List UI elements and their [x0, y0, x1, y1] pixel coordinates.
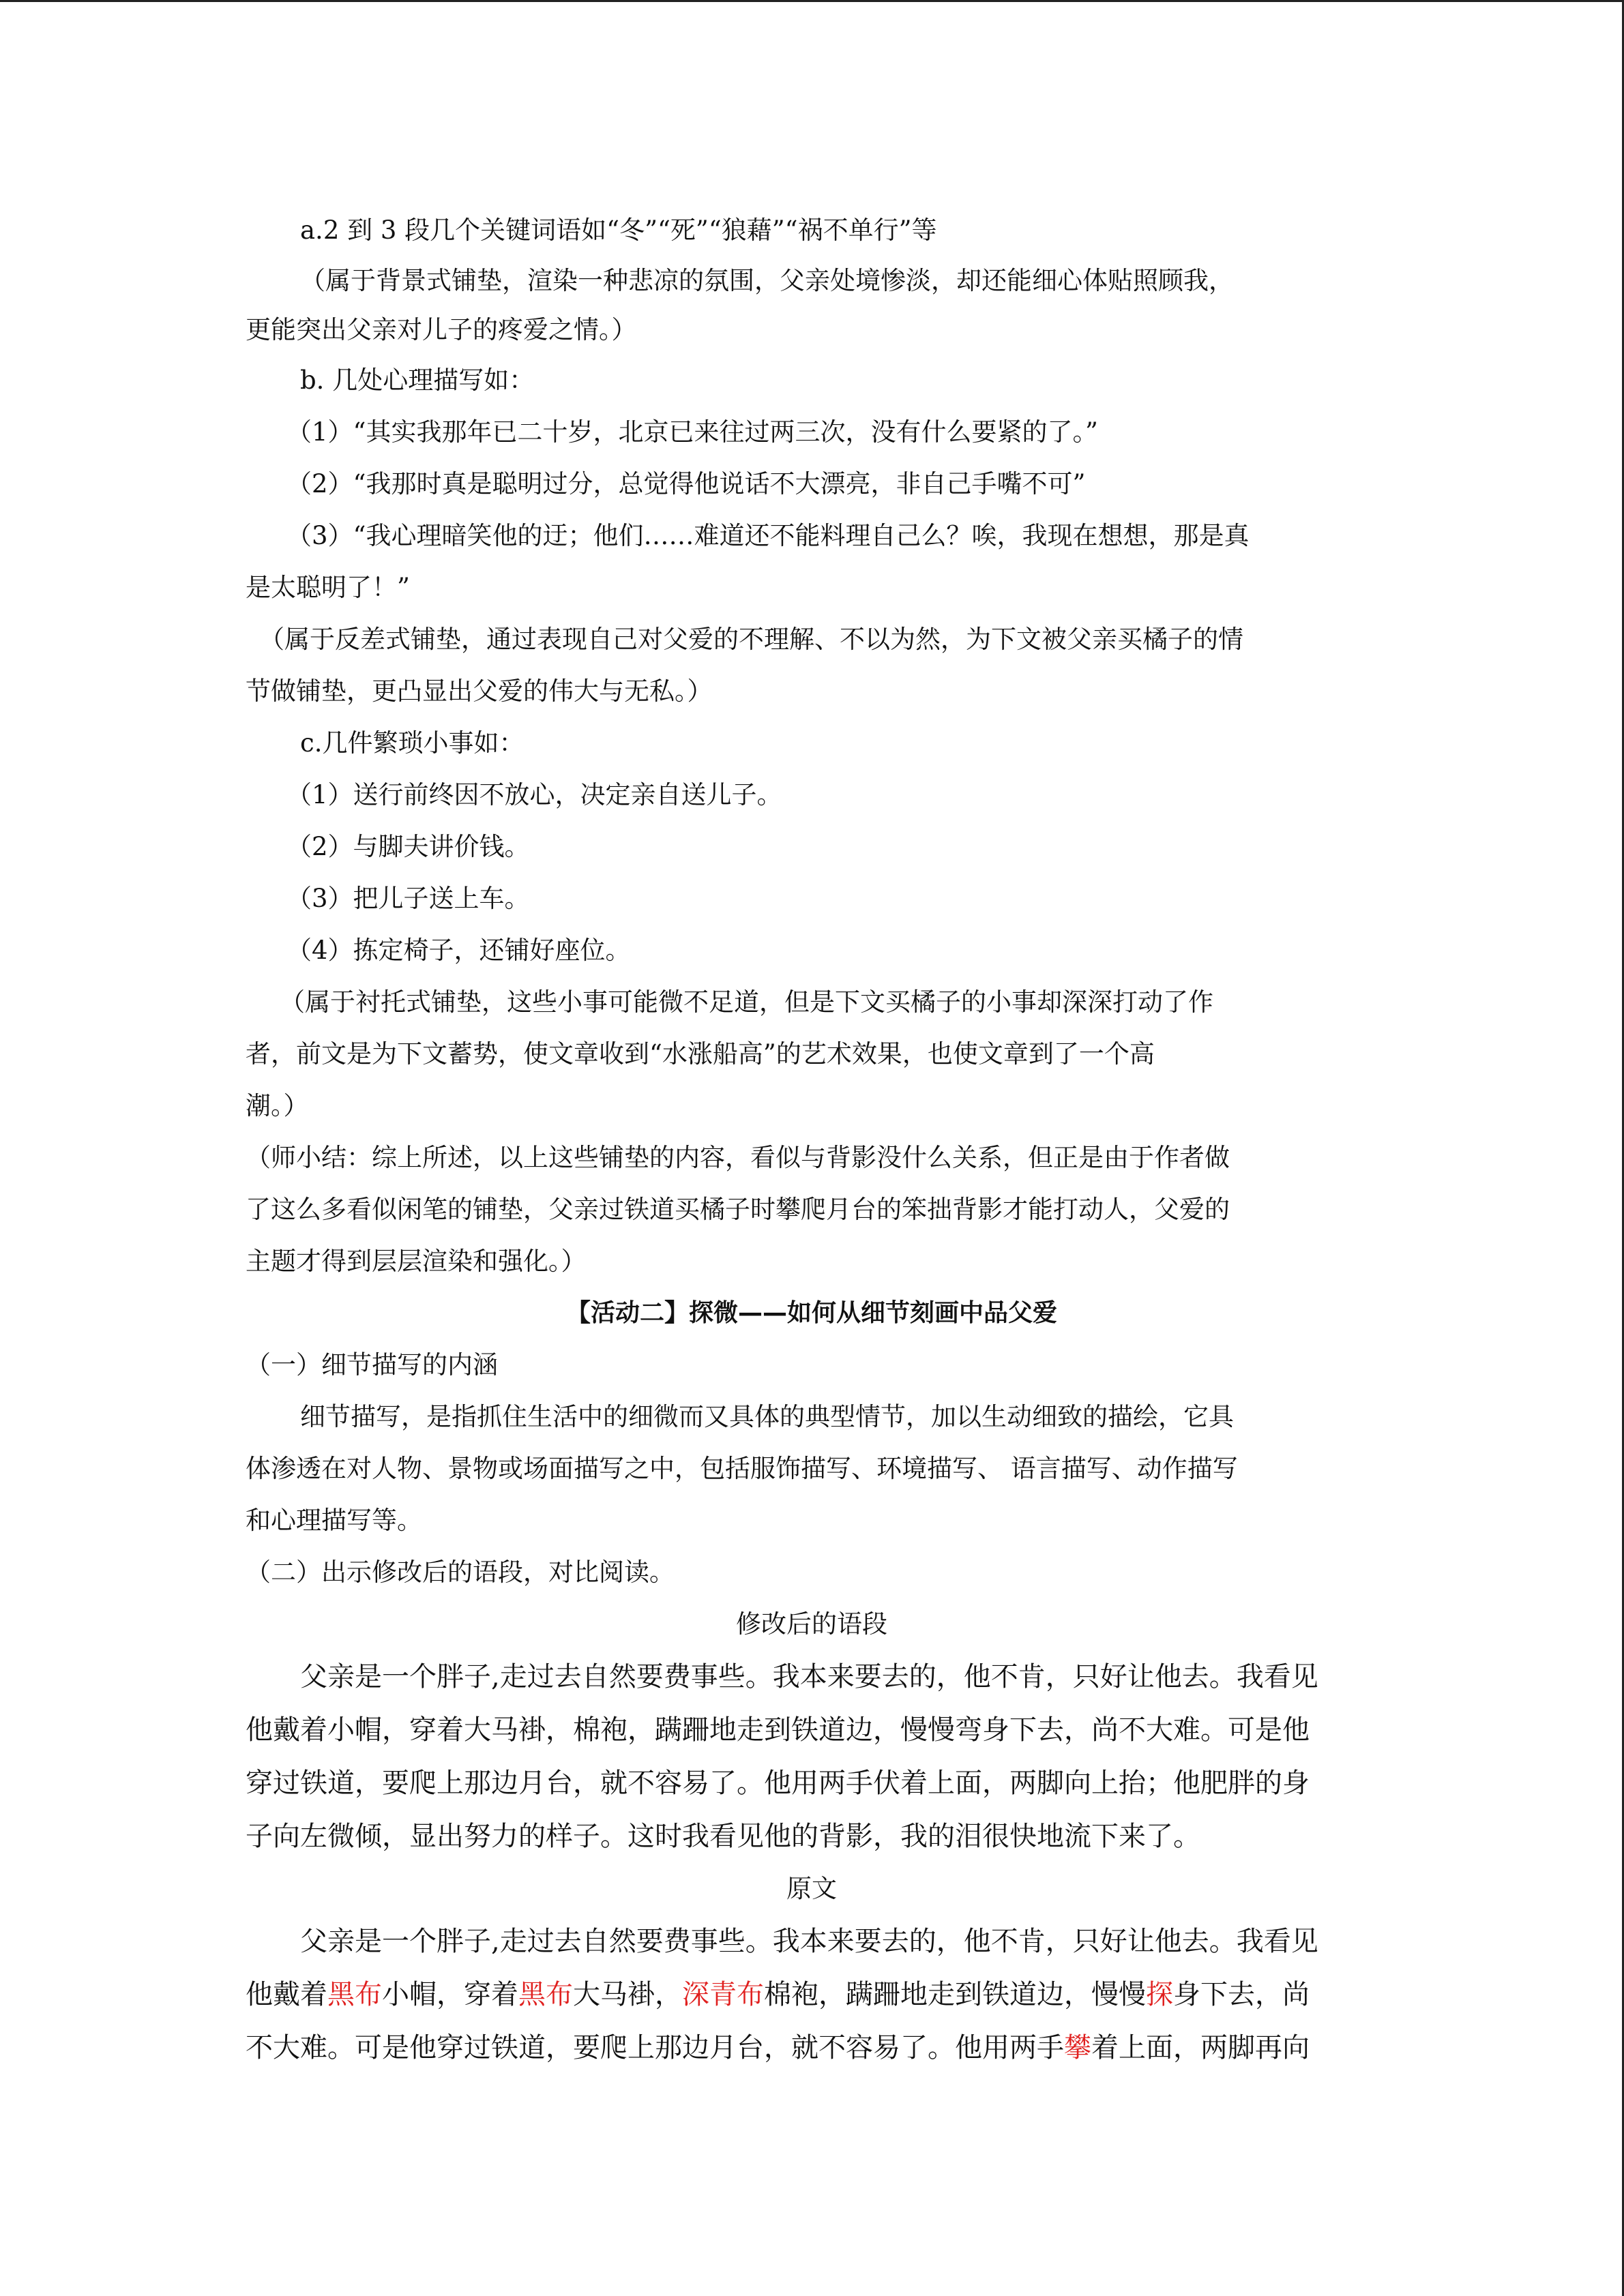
summary-line: （师小结：综上所述，以上这些铺垫的内容，看似与背影没什么关系，但正是由于作者做 — [246, 1143, 1230, 1172]
page-top-border — [0, 0, 1624, 2]
original-passage-title: 原文 — [786, 1874, 837, 1903]
document-body — [246, 205, 1378, 2074]
detail-definition-line: 体渗透在对人物、景物或场面描写之中，包括服饰描写、环境描写、 语言描写、动作描写 — [246, 1454, 1238, 1483]
highlighted-word: 攀 — [1064, 2032, 1091, 2063]
point-c-item: （3）把儿子送上车。 — [286, 884, 530, 913]
plain-text: 不大难。可是他穿过铁道，要爬上那边月台，就不容易了。他用两手 — [246, 2032, 1064, 2063]
point-b-item: 是太聪明了！” — [246, 573, 410, 602]
point-a-note-line: 更能突出父亲对儿子的疼爱之情。） — [246, 315, 637, 344]
plain-text: 着上面，两脚再向 — [1091, 2032, 1310, 2063]
plain-text: 大马褂， — [573, 1979, 682, 2010]
point-b-note-line: 节做铺垫，更凸显出父爱的伟大与无私。） — [246, 676, 713, 706]
modified-passage-title: 修改后的语段 — [736, 1609, 887, 1639]
original-passage-line: 父亲是一个胖子,走过去自然要费事些。我本来要去的，他不肯，只好让他去。我看见 — [300, 1926, 1318, 1957]
point-c-note-line: 潮。） — [246, 1091, 309, 1120]
point-c-note-line: （属于衬托式铺垫，这些小事可能微不足道，但是下文买橘子的小事却深深打动了作 — [280, 987, 1213, 1017]
detail-definition-line: 细节描写，是指抓住生活中的细微而又具体的典型情节，加以生动细致的描绘，它具 — [300, 1402, 1234, 1431]
point-a-label: a.2 到 3 段几个关键词语如“冬”“死”“狼藉”“祸不单行”等 — [300, 215, 937, 245]
summary-line: 了这么多看似闲笔的铺垫，父亲过铁道买橘子时攀爬月台的笨拙背影才能打动人，父爱的 — [246, 1195, 1230, 1224]
plain-text: 身下去，尚 — [1173, 1979, 1310, 2010]
point-b-item: （2）“我那时真是聪明过分，总觉得他说话不大漂亮，非自己手嘴不可” — [286, 469, 1086, 498]
point-b-label: b. 几处心理描写如： — [300, 366, 535, 395]
section-one-title: （一）细节描写的内涵 — [246, 1350, 498, 1380]
highlighted-word: 探 — [1146, 1979, 1173, 2010]
point-c-item: （4）拣定椅子，还铺好座位。 — [286, 936, 631, 965]
point-c-item: （2）与脚夫讲价钱。 — [286, 832, 530, 861]
highlighted-word: 黑布 — [327, 1979, 382, 2010]
point-a-note-line: （属于背景式铺垫，渲染一种悲凉的氛围，父亲处境惨淡，却还能细心体贴照顾我， — [300, 266, 1234, 295]
detail-definition-line: 和心理描写等。 — [246, 1506, 422, 1535]
point-b-item: （1）“其实我那年已二十岁，北京已来往过两三次，没有什么要紧的了。” — [286, 417, 1098, 447]
summary-line: 主题才得到层层渲染和强化。） — [246, 1247, 587, 1276]
original-passage-line — [246, 2021, 1378, 2074]
modified-passage-line: 父亲是一个胖子,走过去自然要费事些。我本来要去的，他不肯，只好让他去。我看见 — [300, 1661, 1318, 1693]
original-passage-line — [246, 1968, 1378, 2021]
point-c-item: （1）送行前终因不放心，决定亲自送儿子。 — [286, 780, 782, 809]
plain-text: 小帽，穿着 — [382, 1979, 518, 2010]
highlighted-word: 黑布 — [518, 1979, 573, 2010]
section-two-title: （二）出示修改后的语段，对比阅读。 — [246, 1557, 675, 1587]
highlighted-word: 深青布 — [682, 1979, 764, 2010]
plain-text: 棉袍，蹒跚地走到铁道边，慢慢 — [764, 1979, 1146, 2010]
point-b-item: （3）“我心理暗笑他的迂；他们……难道还不能料理自己么？唉，我现在想想，那是真 — [286, 521, 1250, 550]
point-c-note-line: 者，前文是为下文蓄势，使文章收到“水涨船高”的艺术效果，也使文章到了一个高 — [246, 1039, 1155, 1069]
activity-two-heading: 【活动二】探微——如何从细节刻画中品父爱 — [565, 1299, 1057, 1327]
plain-text: 他戴着 — [246, 1979, 327, 2010]
modified-passage-line: 子向左微倾，显出努力的样子。这时我看见他的背影，我的泪很快地流下来了。 — [246, 1821, 1200, 1852]
modified-passage-line: 穿过铁道，要爬上那边月台，就不容易了。他用两手伏着上面，两脚向上抬；他肥胖的身 — [246, 1768, 1310, 1799]
modified-passage-line: 他戴着小帽，穿着大马褂，棉袍，蹒跚地走到铁道边，慢慢弯身下去，尚不大难。可是他 — [246, 1714, 1310, 1746]
point-c-label: c.几件繁琐小事如： — [300, 728, 525, 758]
point-b-note-line: （属于反差式铺垫，通过表现自己对父爱的不理解、不以为然，为下文被父亲买橘子的情 — [259, 625, 1243, 654]
